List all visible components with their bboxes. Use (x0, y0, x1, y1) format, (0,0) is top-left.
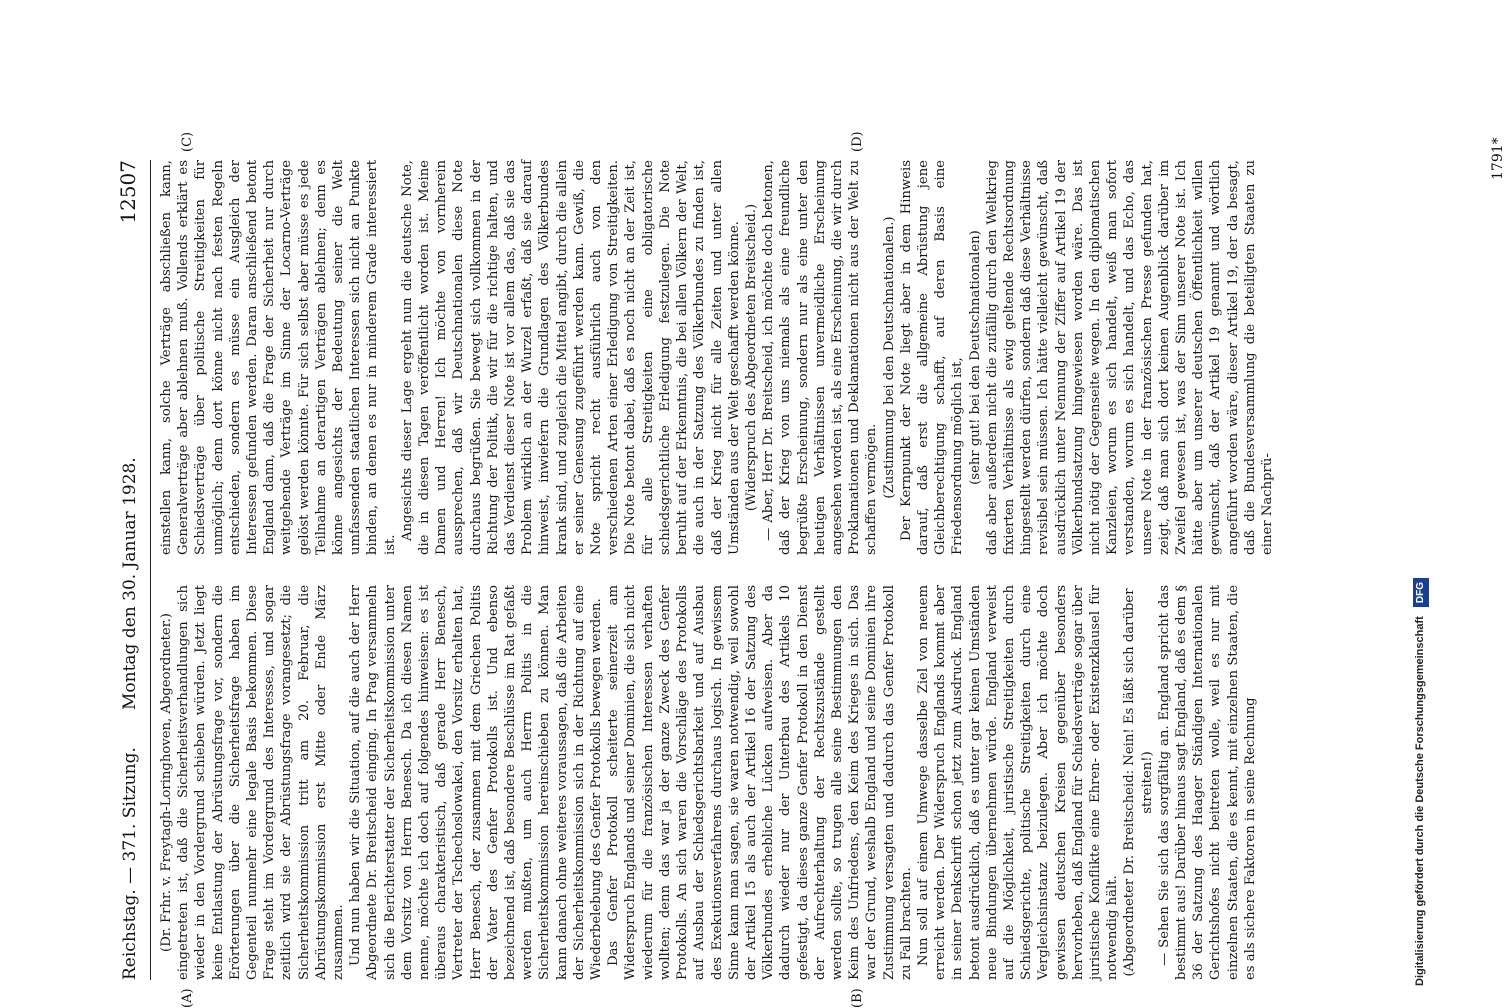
header-page-number: 12507 (116, 160, 140, 224)
page-header (110, 160, 150, 980)
interjection: (sehr gut! bei den Deutschnationalen) (967, 230, 983, 485)
margin-marker-c: (C) (180, 131, 195, 152)
paragraph: eingetreten ist, daß die Sicherheitsverhandlungen sich wieder in den Vordergrund schieben würden. Jetzt liegt keine Entlastung der Abrüstungsfrage vor, sondern die Erörterungen über die Sicherheitsfrage haben im Gegenteil nunmehr eine legale Basis bekommen. Diese Frage steht im Vordergrund des Interesses, und sogar zeitlich wird sie der Abrüstungsfrage vorangesetzt; die Sicherheitskommission tritt am 20. Februar, die Abrüstungskommission erst Mitte oder Ende März zusammen. (176, 585, 347, 980)
speaker-line: (Dr. Frhr. v. Freytagh-Loringhoven, Abgeordneter.) (159, 613, 174, 952)
paragraph: — Sehen Sie sich das sorgfältig an. England spricht das bestimmt aus! Darüber hinaus sagt England, daß es dem § 36 der Satzung des Haager Ständigen Internationalen Gerichtshofes nicht beitreten wolle, weil es nur mit einzelnen Staaten, die es kennt, mit einzelnen Staaten, die es als sichere Faktoren in seine Rechnung (1156, 585, 1258, 980)
paragraph: — Aber, Herr Dr. Breitscheid, ich möchte doch betonen, daß der Krieg von uns niemals als eine freundliche begrüßte Erscheinung, sondern nur als eine unter den heutigen Verhältnissen unvermeidliche Erscheinung angesehen worden ist, als eine Erscheinung, die wir durch Proklamationen und Deklamationen nicht aus der Welt zu schaffen vermögen. (761, 160, 880, 555)
paragraph: Das Genfer Protokoll scheiterte seinerzeit am Widerspruch Englands und seiner Dominien, die sich nicht wiederum für die französischen Interessen verhaften wollten; denn das war ja der ganze Zweck des Genfer Protokolls. An sich waren die Vorschläge des Protokolls auf Ausbau der Schiedsgerichtsbarkeit und auf Ausbau des Exekutionsverfahrens durchaus logisch. In gewissem Sinne kann man sagen, sie waren notwendig, weil sowohl der Artikel 15 als auch der Artikel 16 der Satzung des Völkerbundes erhebliche Lücken aufweisen. Aber da dadurch wieder nur der Unterbau des Artikels 10 gefestigt, da dieses ganze Genfer Protokoll in den Dienst der Aufrechterhaltung der Rechtszustände gestellt werden sollte, so trugen alle seine Bestimmungen den Keim des Unfriedens, den Keim des Krieges in sich. Das war der Grund, weshalb England und seine Dominien ihre Zustimmung versagten und dadurch das Genfer Protokoll zu Fall brachten. (606, 585, 914, 980)
left-column (158, 585, 1259, 980)
paragraph: einstellen kann, solche Verträge abschließen kann, Generalverträge aber ablehnen muß. Vollends erklärt es Schiedsverträge über politische Streitigkeiten für unmöglich; denn dort könne nicht nach festen Regeln entschieden, sondern es müsse ein Ausgleich der Interessen gefunden werden. Daran anschließend betont England dann, daß die Frage der Sicherheit nur durch weitgehende Verträge im Sinne der Locarno-Verträge gelöst werden könnte. Für sich selbst aber müsse es jede Teilnahme an derartigen Verträgen ablehnen; denn es könne angesichts der Bedeutung seiner die Welt umfassenden staatlichen Interessen sich nicht an Punkte binden, an denen es nur in minderem Grade interessiert ist. (159, 160, 398, 555)
header-date: Montag den 30. Januar 1928. (120, 457, 140, 710)
right-column (158, 160, 1276, 555)
document-page (110, 131, 1510, 1008)
header-rule (150, 160, 151, 980)
paragraph: Der Kernpunkt der Note liegt aber in dem Hinweis darauf, daß erst die allgemeine Abrüstung jene Gleichberechtigung schafft, auf deren Basis eine Friedensordnung möglich ist, (898, 160, 966, 555)
interjection: (Widerspruch des Abgeordneten Breitscheid.) (743, 203, 759, 512)
paragraph: Nun soll auf einem Umwege dasselbe Ziel von neuem erreicht werden. Der Widerspruch Englands kommt aber in seiner Denkschrift schon jetzt zum Ausdruck. England betont ausdrücklich, daß es unter gar keinen Umständen neue Bindungen übernehmen würde. England verweist auf die Möglichkeit, juristische Streitigkeiten durch Schiedsgerichte, politische Streitigkeiten durch eine Vergleichsinstanz beizulegen. Aber ich möchte doch gewissen deutschen Kreisen gegenüber besonders hervorheben, daß England für Schiedsverträge sogar über juristische Konflikte eine Ehren- oder Existenzklausel für notwendig hält. (915, 585, 1121, 980)
dfg-logo: DFG (1413, 578, 1429, 607)
margin-marker-d: (D) (850, 131, 865, 152)
paragraph: Und nun haben wir die Situation, auf die auch der Herr Abgeordnete Dr. Breitscheid einging. In Prag versammeln sich die Berichterstatter der Sicherheitskommission unter dem Vorsitz von Herrn Benesch. Da ich diesen Namen nenne, möchte ich doch auf folgendes hinweisen: es ist überaus charakteristisch, daß gerade Herr Benesch, Vertreter der Tschechoslowakei, den Vorsitz erhalten hat, Herr Benesch, der zusammen mit dem Griechen Politis der Vater des Genfer Protokolls ist. Und ebenso bezeichnend ist, daß besondere Beschlüsse im Rat gefaßt werden mußten, um auch Herrn Politis in die Sicherheitskommission hereinschieben zu können. Man kann danach ohne weiteres voraussagen, daß die Arbeiten der Sicherheitskommission sich in der Richtung auf eine Wiederbelebung des Genfer Protokolls bewegen werden. (348, 585, 605, 980)
signature-mark: 1791* (1490, 137, 1506, 180)
dfg-credit-strip (1412, 6, 1428, 986)
interjection: (Zustimmung bei den Deutschnationalen.) (881, 216, 897, 499)
header-chamber-session: Reichstag. — 371. Sitzung. (120, 747, 140, 980)
paragraph: Angesichts dieser Lage ergeht nun die deutsche Note, die in diesen Tagen veröffentlicht worden ist. Meine Damen und Herren! Ich möchte von vornherein aussprechen, daß wir Deutschnationalen diese Note durchaus begrüßen. Sie bewegt sich vollkommen in der Richtung der Politik, die wir für die richtige halten, und das Verdienst dieser Note ist vor allem das, daß sie das Problem wirklich an der Wurzel erfaßt, daß sie darauf hinweist, inwiefern die Grundlagen des Völkerbundes krank sind, und zugleich die Mittel angibt, durch die allein er seiner Genesung zugeführt werden kann. Gewiß, die Note spricht recht ausführlich auch von den verschiedenen Arten einer Erledigung von Streitigkeiten. Die Note betont dabei, daß es noch nicht an der Zeit ist, für alle Streitigkeiten eine obligatorische schiedsgerichtliche Erledigung festzulegen. Die Note beruht auf der Erkenntnis, die bei allen Völkern der Welt, die auch in der Satzung des Völkerbundes zu finden ist, daß der Krieg nicht für alle Zeiten und unter allen Umständen aus der Welt geschafft werden könne. (399, 160, 742, 555)
interjection: (Abgeordneter Dr. Breitscheid: Nein! Es läßt sich darüber streiten!) (1122, 588, 1155, 977)
margin-marker-a: (A) (180, 988, 195, 1008)
dfg-credit-text: Digitalisierung gefördert durch die Deutsche Forschungsgemeinschaft (1414, 616, 1426, 986)
dfg-credit (1412, 6, 1428, 986)
paragraph: daß aber außerdem nicht die zufällig durch den Weltkrieg fixierten Verhältnisse als ewig geltende Rechtsordnung hingestellt werden dürfen, sondern daß diese Verhältnisse revisibel sein müssen. Ich hätte vielleicht gewünscht, daß ausdrücklich unter Nennung der Ziffer auf Artikel 19 der Völkerbundsatzung hingewiesen worden wäre. Das ist nicht nötig der Gegenseite wegen. In den diplomatischen Kanzleien, worum es sich handelt, weiß man sofort verstanden, worum es sich handelt, und das Echo, das unsere Note in der französischen Presse gefunden hat, zeigt, daß man sich dort keinen Augenblick darüber im Zweifel gewesen ist, was der Sinn unserer Note ist. Ich hätte aber um unserer deutschen Öffentlichkeit willen gewünscht, daß der Artikel 19 genannt und wörtlich angeführt worden wäre, dieser Artikel 19, der da besagt, daß die Bundesversammlung die beteiligten Staaten zu einer Nachprü- (984, 160, 1275, 555)
margin-marker-b: (B) (850, 988, 865, 1008)
